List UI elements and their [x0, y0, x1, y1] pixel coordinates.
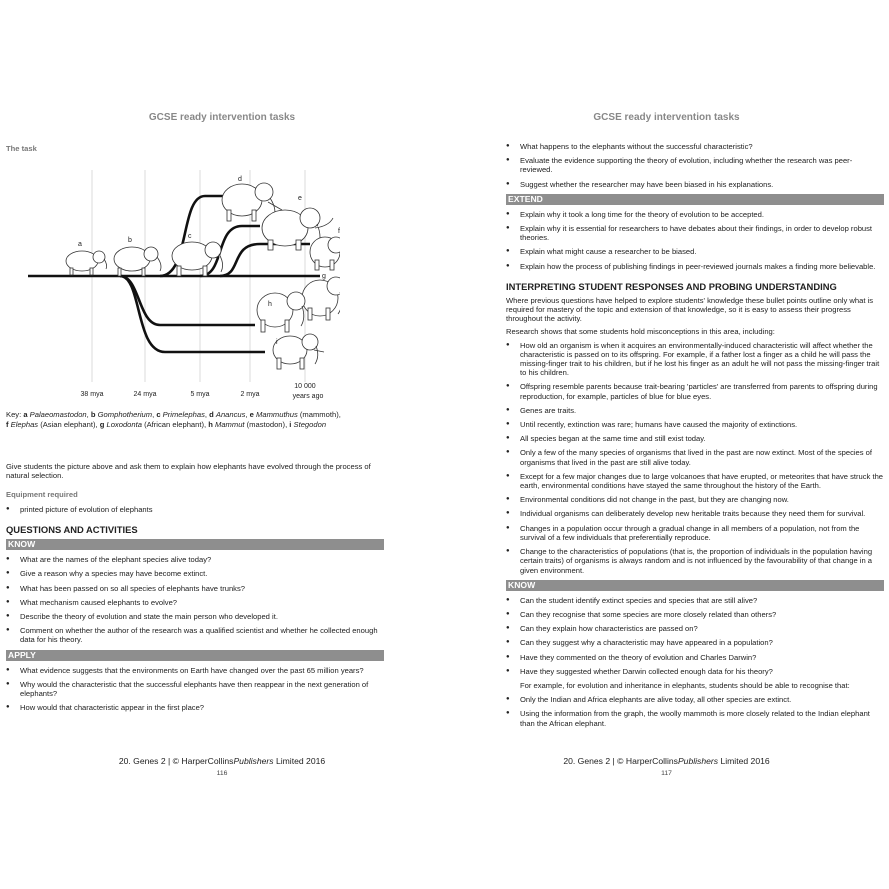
key-fragment: d — [209, 410, 216, 419]
key-fragment: Mammut — [215, 419, 245, 429]
time-label-0: 38 mya — [80, 391, 104, 398]
know-check-list — [506, 596, 884, 676]
misconception-item: ● Except for a few major changes due to large volcanoes that have erupted, or meteorites that have struck the earth, environmental conditions have stayed the same throughout the history of the Earth. — [506, 472, 884, 490]
task-intro: Give students the picture above and ask them to explain how elephants have evolved through the process of natural selection. — [6, 462, 371, 481]
key-fragment: i — [289, 419, 294, 429]
know-item: ● What are the names of the elephant species alive today? — [6, 555, 384, 564]
misconception-item: ● Offspring resemble parents because trait-bearing 'particles' are transferred from parents to offspring during reproduction, for example, particles of blue for blue eyes. — [506, 382, 884, 400]
misconception-item: ● Individual organisms can deliberately develop new heritable traits because they need them for survival. — [506, 509, 884, 518]
extend-bar: EXTEND — [506, 194, 884, 205]
extend-item: ● Explain how the process of publishing findings in peer-reviewed journals makes a finding more believable. — [506, 262, 884, 271]
right-page — [444, 0, 889, 889]
key-fragment: Loxodonta — [106, 419, 142, 429]
elephant-c-icon — [172, 242, 223, 276]
know-item: ● What mechanism caused elephants to evolve? — [6, 598, 384, 607]
apply-item: ● Why would the characteristic that the successful elephants have then reappear in the next generation of elephants? — [6, 680, 384, 698]
key-fragment: (Asian elephant), — [38, 419, 100, 429]
key-fragment: , — [204, 410, 210, 419]
misconception-item: ● Environmental conditions did not change in the past, but they are changing now. — [506, 495, 884, 504]
key-fragment: g — [99, 419, 107, 429]
know-bar: KNOW — [6, 539, 384, 550]
key-fragment: , — [245, 410, 250, 419]
label-b: b — [128, 237, 132, 244]
know-item: ● Give a reason why a species may have become extinct. — [6, 569, 384, 578]
interpreting-intro: Where previous questions have helped to explore students' knowledge these bullet points outline only what is required for mastery of the topic and extension of that knowledge, so it is easy to assess their progress throughout the activity. — [506, 295, 874, 324]
know-example-item: ● Only the Indian and Africa elephants are alive today, all other species are extinct. — [506, 695, 884, 704]
extend-item: ● Explain why it is essential for researchers to have debates about their findings, in order to develop robust theories. — [506, 224, 884, 242]
footer: 20. Genes 2 | © HarperCollinsPublishers Limited 2016 — [563, 756, 770, 766]
elephant-i-icon — [273, 334, 324, 369]
key-fragment: Elephas — [10, 419, 39, 429]
running-head: GCSE ready intervention tasks — [593, 112, 740, 123]
apply-bar: APPLY — [6, 650, 384, 661]
equipment-list — [6, 505, 384, 514]
time-label-2: 5 mya — [190, 391, 210, 398]
left-page — [0, 0, 444, 889]
key-fragment: Palaeomastodon — [29, 410, 87, 419]
key-fragment: e — [249, 410, 257, 419]
key-fragment: Key: — [6, 410, 24, 419]
elephant-h-icon — [257, 292, 305, 332]
misconception-item: ● How old an organism is when it acquires an environmentally-induced characteristic will affect whether the characteristic is passed on to its offspring. For example, if a father lost a finger as a child he will pass the missing-finger trait to his children, but if he lost his finger as an adult he will not pass the missing-finger trait to his children. — [506, 341, 884, 378]
key-fragment: a — [23, 410, 30, 419]
task-label: The task — [6, 144, 37, 153]
label-e: e — [298, 195, 302, 202]
qa-heading: QUESTIONS AND ACTIVITIES — [6, 524, 138, 536]
equipment-heading: Equipment required — [6, 490, 78, 499]
key-fragment: (mastodon), — [244, 419, 290, 429]
know-check-item: ● Can they explain how characteristics are passed on? — [506, 624, 884, 633]
apply-continued-list — [506, 142, 884, 189]
know-check-item: ● Can they suggest why a characteristic may have appeared in a population? — [506, 638, 884, 647]
elephant-f-icon — [310, 237, 340, 270]
key-fragment: b — [90, 410, 98, 419]
know-item: ● Comment on whether the author of the research was a qualified scientist and whether he collected enough data for his theory. — [6, 626, 384, 644]
know-example-list — [506, 695, 884, 728]
misconception-item: ● Change to the characteristics of populations (that is, the proportion of individuals in the population having certain traits) of organisms is always random and is not influenced by the favourability of that change in a given environment. — [506, 547, 884, 575]
elephant-a-icon — [66, 251, 107, 275]
know-check-item: ● Can the student identify extinct species and species that are still alive? — [506, 596, 884, 605]
evolution-diagram — [20, 160, 340, 405]
key-fragment: c — [156, 410, 163, 419]
know-bar-right: KNOW — [506, 580, 884, 591]
apply-item: ● What happens to the elephants without the successful characteristic? — [506, 142, 884, 151]
key-fragment: (African elephant), — [141, 419, 209, 429]
left-body — [6, 490, 384, 717]
label-g: g — [322, 273, 326, 280]
know-note: For example, for evolution and inheritance in elephants, students should be able to recognise that: — [520, 680, 850, 690]
apply-item: ● How would that characteristic appear in the first place? — [6, 703, 384, 712]
key-fragment: Gomphotherium — [97, 410, 153, 419]
label-d: d — [238, 176, 242, 183]
page-number: 116 — [216, 770, 228, 777]
misconception-item: ● Until recently, extinction was rare; humans have caused the majority of extinctions. — [506, 420, 884, 429]
key-fragment: Primelephas — [162, 410, 205, 419]
interpreting-heading: INTERPRETING STUDENT RESPONSES AND PROBING UNDERSTANDING — [506, 280, 837, 292]
label-a: a — [78, 241, 82, 248]
key-fragment: , — [152, 410, 157, 419]
key-fragment: (mammoth), — [297, 410, 341, 419]
know-item: ● Describe the theory of evolution and state the main person who developed it. — [6, 612, 384, 621]
misconception-item: ● Genes are traits. — [506, 406, 884, 415]
elephant-b-icon — [114, 247, 161, 276]
key-fragment: h — [208, 419, 215, 429]
misconception-item: ● All species began at the same time and still exist today. — [506, 434, 884, 443]
misconception-item: ● Changes in a population occur through a gradual change in all members of a population, not from the survival of a few individuals that preferentially reproduce. — [506, 524, 884, 542]
know-item: ● What has been passed on so all species of elephants have trunks? — [6, 584, 384, 593]
know-check-item: ● Have they commented on the theory of evolution and Charles Darwin? — [506, 653, 884, 662]
extend-item: ● Explain what might cause a researcher to be biased. — [506, 247, 884, 256]
interpreting-research: Research shows that some students hold misconceptions in this area, including: — [506, 327, 775, 337]
right-body — [506, 142, 884, 733]
time-label-sub: years ago — [292, 393, 324, 400]
misconception-item: ● Only a few of the many species of organisms that lived in the past are now extinct. Most of the species of organisms that lived in the past are still alive today. — [506, 448, 884, 466]
know-list — [6, 555, 384, 644]
extend-list — [506, 210, 884, 271]
know-example-item: ● Using the information from the graph, the woolly mammoth is more closely related to the Indian elephant than the African elephant. — [506, 709, 884, 727]
key-fragment: f — [6, 419, 11, 429]
apply-list — [6, 666, 384, 713]
elephant-g-icon — [302, 277, 340, 320]
label-i: i — [276, 339, 278, 346]
label-f: f — [338, 228, 340, 235]
running-head: GCSE ready intervention tasks — [148, 112, 296, 123]
time-label-1: 24 mya — [133, 391, 157, 398]
misconceptions-list — [506, 341, 884, 575]
key-fragment: Stegodon — [293, 419, 327, 429]
apply-item: ● What evidence suggests that the environments on Earth have changed over the past 65 million years? — [6, 666, 384, 675]
key-fragment: , — [86, 410, 91, 419]
key-fragment: Anancus — [215, 410, 246, 419]
time-label-4: 10 000 — [294, 383, 316, 390]
label-h: h — [268, 301, 272, 308]
diagram-key — [6, 410, 386, 429]
label-c: c — [188, 233, 192, 240]
time-label-3: 2 mya — [240, 391, 260, 398]
key-fragment: Mammuthus — [256, 410, 298, 419]
know-check-item: ● Have they suggested whether Darwin collected enough data for his theory? — [506, 667, 884, 676]
equipment-item: ● printed picture of evolution of elephants — [6, 505, 384, 514]
apply-item: ● Evaluate the evidence supporting the theory of evolution, including whether the research was peer-reviewed. — [506, 156, 884, 174]
apply-item: ● Suggest whether the researcher may have been biased in his explanations. — [506, 180, 884, 189]
footer: 20. Genes 2 | © HarperCollinsPublishers Limited 2016 — [118, 756, 326, 766]
know-check-item: ● Can they recognise that some species are more closely related than others? — [506, 610, 884, 619]
page-number: 117 — [661, 770, 672, 777]
extend-item: ● Explain why it took a long time for the theory of evolution to be accepted. — [506, 210, 884, 219]
